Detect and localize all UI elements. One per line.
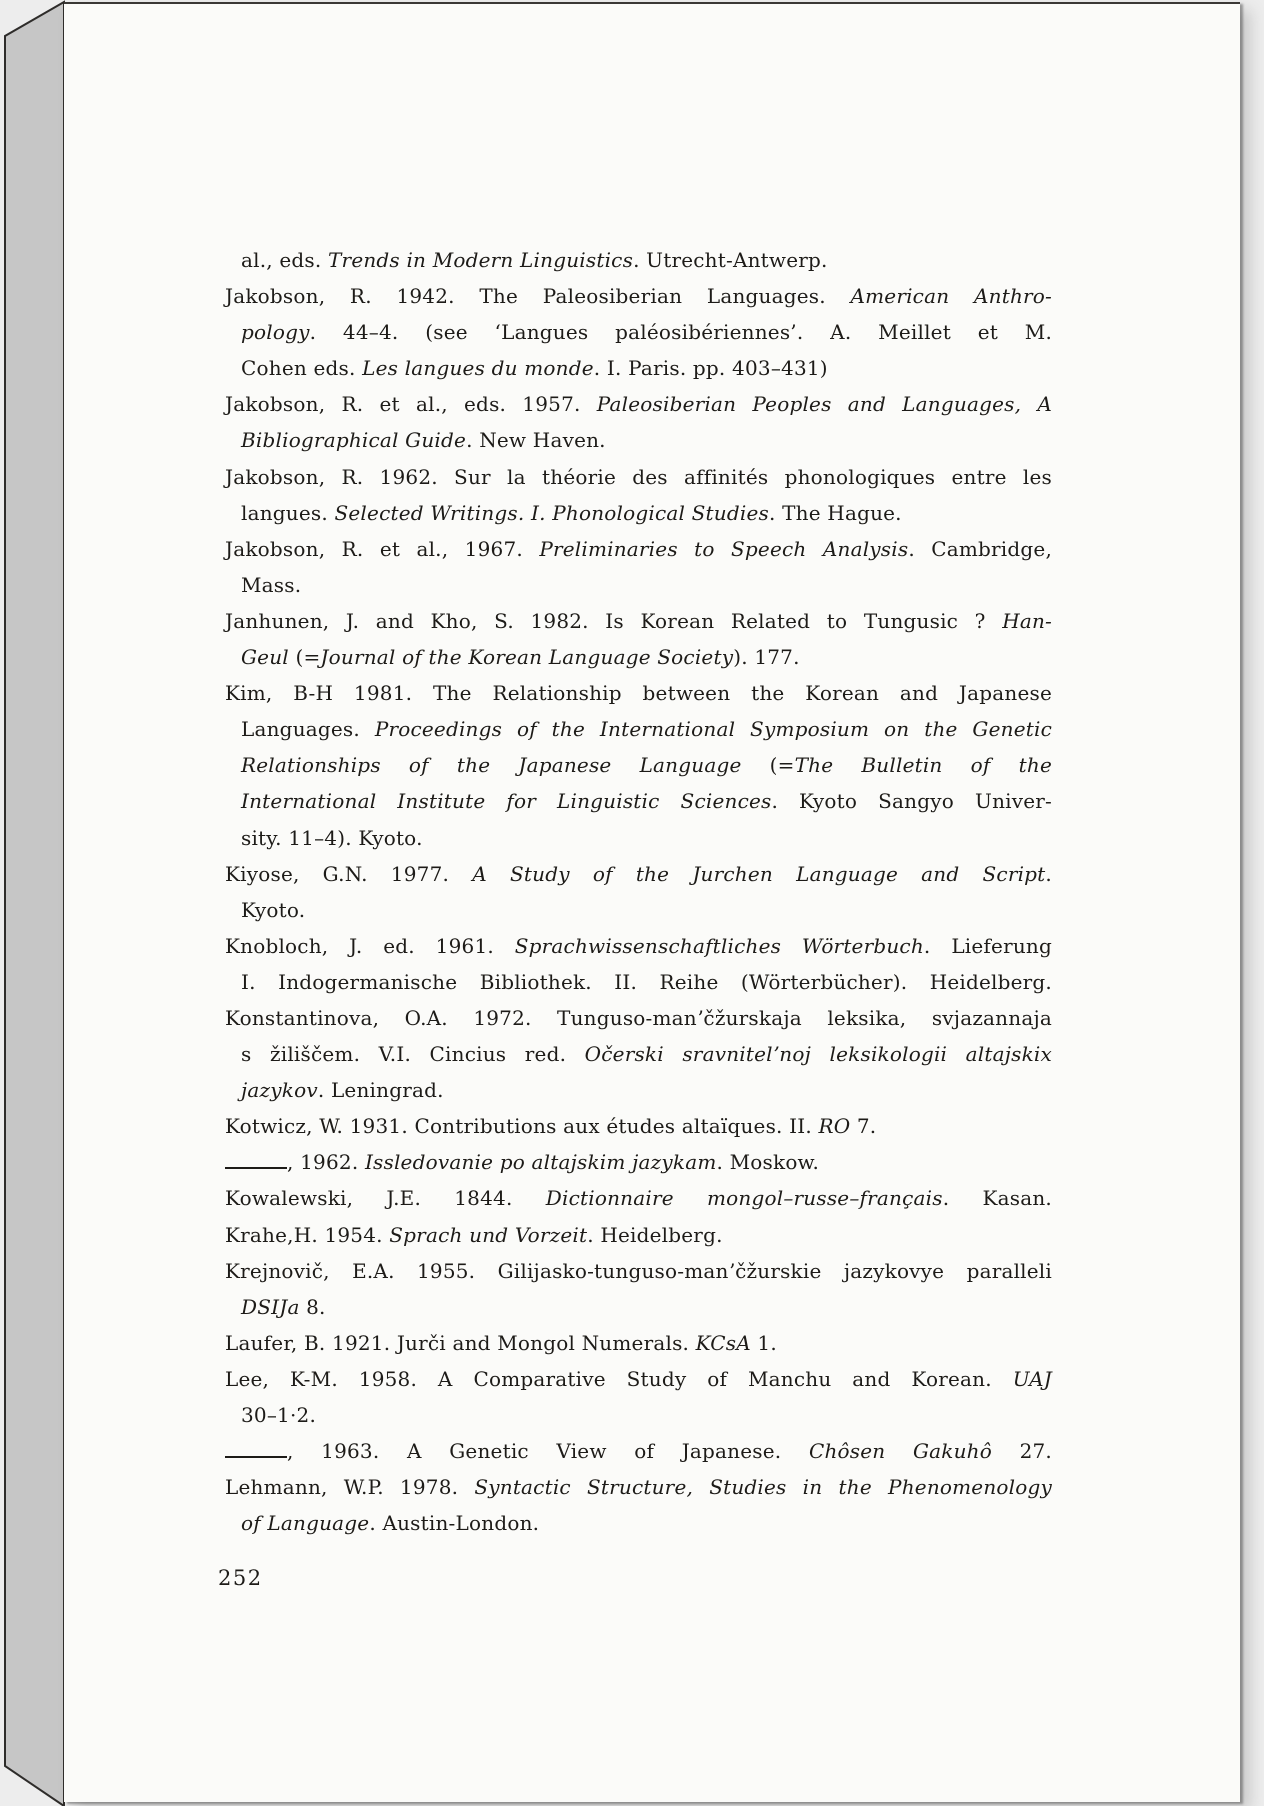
bib-segment: Kiyose, G.N. 1977. <box>225 861 473 886</box>
bib-segment: Jakobson, R. et al., 1967. <box>225 536 540 561</box>
bib-segment: al., eds. <box>241 248 329 272</box>
bibliography-list <box>225 242 1052 1541</box>
bib-segment: Jakobson, R. 1942. The Paleosiberian Languages. <box>225 284 851 309</box>
bib-line <box>225 1217 1052 1253</box>
bib-segment: s žiliščem. V.I. Cincius red. <box>241 1042 585 1067</box>
bib-segment: 8. <box>299 1294 326 1319</box>
bib-line <box>225 1289 1052 1325</box>
bib-line <box>225 1397 1052 1433</box>
bib-segment-italic: pology <box>241 320 310 345</box>
bib-segment-italic: Selected Writings. I. Phonological Studies <box>334 500 769 525</box>
bib-segment-italic: KCsA <box>695 1330 751 1355</box>
bib-segment-italic: Les langues du monde <box>362 356 594 381</box>
bib-line <box>225 675 1052 711</box>
author-repeat-rule <box>225 1453 287 1458</box>
bib-line <box>225 1144 1052 1180</box>
bib-line <box>225 856 1052 892</box>
bib-line <box>225 1361 1052 1397</box>
bib-segment: 27. <box>991 1439 1052 1464</box>
bib-segment: langues. <box>241 500 335 525</box>
bib-segment: Jakobson, R. et al., eds. 1957. <box>225 392 597 417</box>
bib-segment: . Heidelberg. <box>587 1222 723 1247</box>
bib-line <box>225 386 1052 422</box>
bib-line <box>225 639 1052 675</box>
bib-segment-italic: Issledovanie po altajskim jazykam <box>364 1150 717 1175</box>
bib-segment-italic: Preliminaries to Speech Analysis <box>539 536 909 561</box>
bib-segment: Mass. <box>241 572 302 597</box>
bib-line <box>225 1433 1052 1469</box>
bib-segment: (= <box>288 645 321 670</box>
bib-segment: Janhunen, J. and Kho, S. 1982. Is Korean Related to Tungusic ? <box>225 608 1003 633</box>
page-edge-polygon <box>5 2 64 1806</box>
bib-segment-italic: A Study of the Jurchen Language and Script <box>472 861 1046 886</box>
bib-line <box>225 1072 1052 1108</box>
bib-segment-italic: Chôsen Gakuhô <box>808 1439 992 1464</box>
bib-segment: Lee, K-M. 1958. A Comparative Study of Manchu and Korean. <box>225 1366 1013 1391</box>
bib-line <box>225 1036 1052 1072</box>
bib-segment: 1. <box>750 1330 777 1355</box>
bib-line <box>225 1000 1052 1036</box>
bib-segment: ). 177. <box>733 645 800 670</box>
bib-segment: Kotwicz, W. 1931. Contributions aux études altaïques. II. <box>225 1114 819 1139</box>
bib-segment: . 44–4. (see ‘Langues paléosibériennes’. A. Meillet et M. <box>309 320 1052 345</box>
bib-segment: Languages. <box>241 717 375 742</box>
bib-segment: Laufer, B. 1921. Jurči and Mongol Numerals. <box>225 1330 696 1355</box>
bib-segment: . <box>1045 861 1052 886</box>
bib-segment: . Moskow. <box>716 1150 820 1175</box>
bib-line <box>225 892 1052 928</box>
bib-segment: . New Haven. <box>466 428 606 453</box>
bib-segment-italic: Syntactic Structure, Studies in the Phenomenology <box>474 1475 1053 1500</box>
bib-segment-italic: jazykov <box>241 1078 318 1103</box>
bib-segment: . The Hague. <box>768 500 902 525</box>
bib-line <box>225 459 1052 495</box>
bib-segment: . Cambridge, <box>908 536 1052 561</box>
bib-segment: Kim, B-H 1981. The Relationship between the Korean and Japanese <box>225 681 1052 706</box>
bib-line <box>225 567 1052 603</box>
bib-line <box>225 350 1052 386</box>
bib-segment-italic: Journal of the Korean Language Society <box>320 645 734 670</box>
bib-line <box>225 603 1052 639</box>
bib-line <box>225 1253 1052 1289</box>
bib-line <box>225 711 1052 747</box>
bib-line <box>225 278 1052 314</box>
bib-segment: sity. 11–4). Kyoto. <box>241 825 423 850</box>
bib-segment: . Austin-London. <box>369 1511 540 1536</box>
author-repeat-rule <box>225 1164 287 1169</box>
bib-segment: Konstantinova, O.A. 1972. Tunguso-manʼčžurskaja leksika, svjazannaja <box>225 1005 1052 1030</box>
bib-segment-italic: Očerski sravnitelʼnoj leksikologii altajskix <box>584 1042 1053 1067</box>
bib-segment-italic: UAJ <box>1012 1366 1052 1391</box>
bib-segment: 7. <box>850 1114 877 1139</box>
bib-segment: Kowalewski, J.E. 1844. <box>225 1186 546 1211</box>
bib-segment: , 1963. A Genetic View of Japanese. <box>287 1439 809 1464</box>
bib-segment: , 1962. <box>287 1150 365 1175</box>
bib-segment-italic: RO <box>818 1114 851 1139</box>
bib-segment: . I. Paris. pp. 403–431) <box>593 356 828 381</box>
bib-segment: Jakobson, R. 1962. Sur la théorie des affinités phonologiques entre les <box>225 464 1052 489</box>
bib-segment-italic: Sprachwissenschaftliches Wörterbuch <box>514 933 924 958</box>
bib-segment: 30–1·2. <box>241 1403 317 1427</box>
bib-segment-italic: Relationships of the Japanese Language <box>241 753 742 778</box>
bib-segment-italic: Dictionnaire mongol–russe–français <box>545 1186 943 1211</box>
bib-segment-italic: The Bulletin of the <box>794 753 1052 778</box>
bib-line <box>225 422 1052 458</box>
page-paper <box>64 2 1240 1802</box>
bib-segment: . Lieferung <box>923 933 1052 958</box>
bib-segment: I. Indogermanische Bibliothek. II. Reihe (Wörterbücher). Heidelberg. <box>241 969 1052 994</box>
bib-segment: Cohen eds. <box>241 356 363 381</box>
bib-segment-italic: Proceedings of the International Symposium on the Genetic <box>374 717 1053 742</box>
bib-segment: Krahe,H. 1954. <box>225 1222 390 1247</box>
bib-segment: . Kasan. <box>942 1186 1052 1211</box>
bib-segment-italic: of Language <box>241 1511 370 1536</box>
bib-segment: Knobloch, J. ed. 1961. <box>225 933 515 958</box>
bib-segment-italic: Geul <box>241 645 289 670</box>
bib-segment-italic: American Anthro- <box>850 284 1052 309</box>
bib-line <box>225 1108 1052 1144</box>
bib-segment-italic: DSIJa <box>241 1294 300 1319</box>
bib-line <box>225 242 1052 278</box>
bib-segment: . Leningrad. <box>317 1078 444 1103</box>
page-number: 252 <box>218 1566 263 1590</box>
bib-line <box>225 820 1052 856</box>
bib-line <box>225 747 1052 783</box>
bib-line <box>225 495 1052 531</box>
bib-segment-italic: International Institute for Linguistic Sciences <box>241 789 772 814</box>
bib-segment: Lehmann, W.P. 1978. <box>225 1475 475 1500</box>
bib-segment-italic: Han- <box>1002 608 1052 633</box>
bib-line <box>225 531 1052 567</box>
bib-line <box>225 783 1052 819</box>
bib-line <box>225 964 1052 1000</box>
bib-line <box>225 1325 1052 1361</box>
bib-segment: Krejnovič, E.A. 1955. Gilijasko-tunguso-manʼčžurskie jazykovye paralleli <box>225 1258 1052 1283</box>
bib-line <box>225 1180 1052 1216</box>
bib-segment-italic: Trends in Modern Linguistics <box>328 248 634 272</box>
bib-line <box>225 314 1052 350</box>
bib-segment-italic: Sprach und Vorzeit <box>389 1222 588 1247</box>
bib-segment-italic: Paleosiberian Peoples and Languages, A <box>596 392 1052 417</box>
bib-segment: . Utrecht-Antwerp. <box>633 248 828 272</box>
bib-line <box>225 1505 1052 1541</box>
bib-line <box>225 928 1052 964</box>
bib-segment: (= <box>741 753 795 778</box>
bib-segment: Kyoto. <box>241 897 306 922</box>
bib-segment-italic: Bibliographical Guide <box>241 428 467 453</box>
bib-line <box>225 1469 1052 1505</box>
bib-segment: . Kyoto Sangyo Univer- <box>771 789 1052 814</box>
